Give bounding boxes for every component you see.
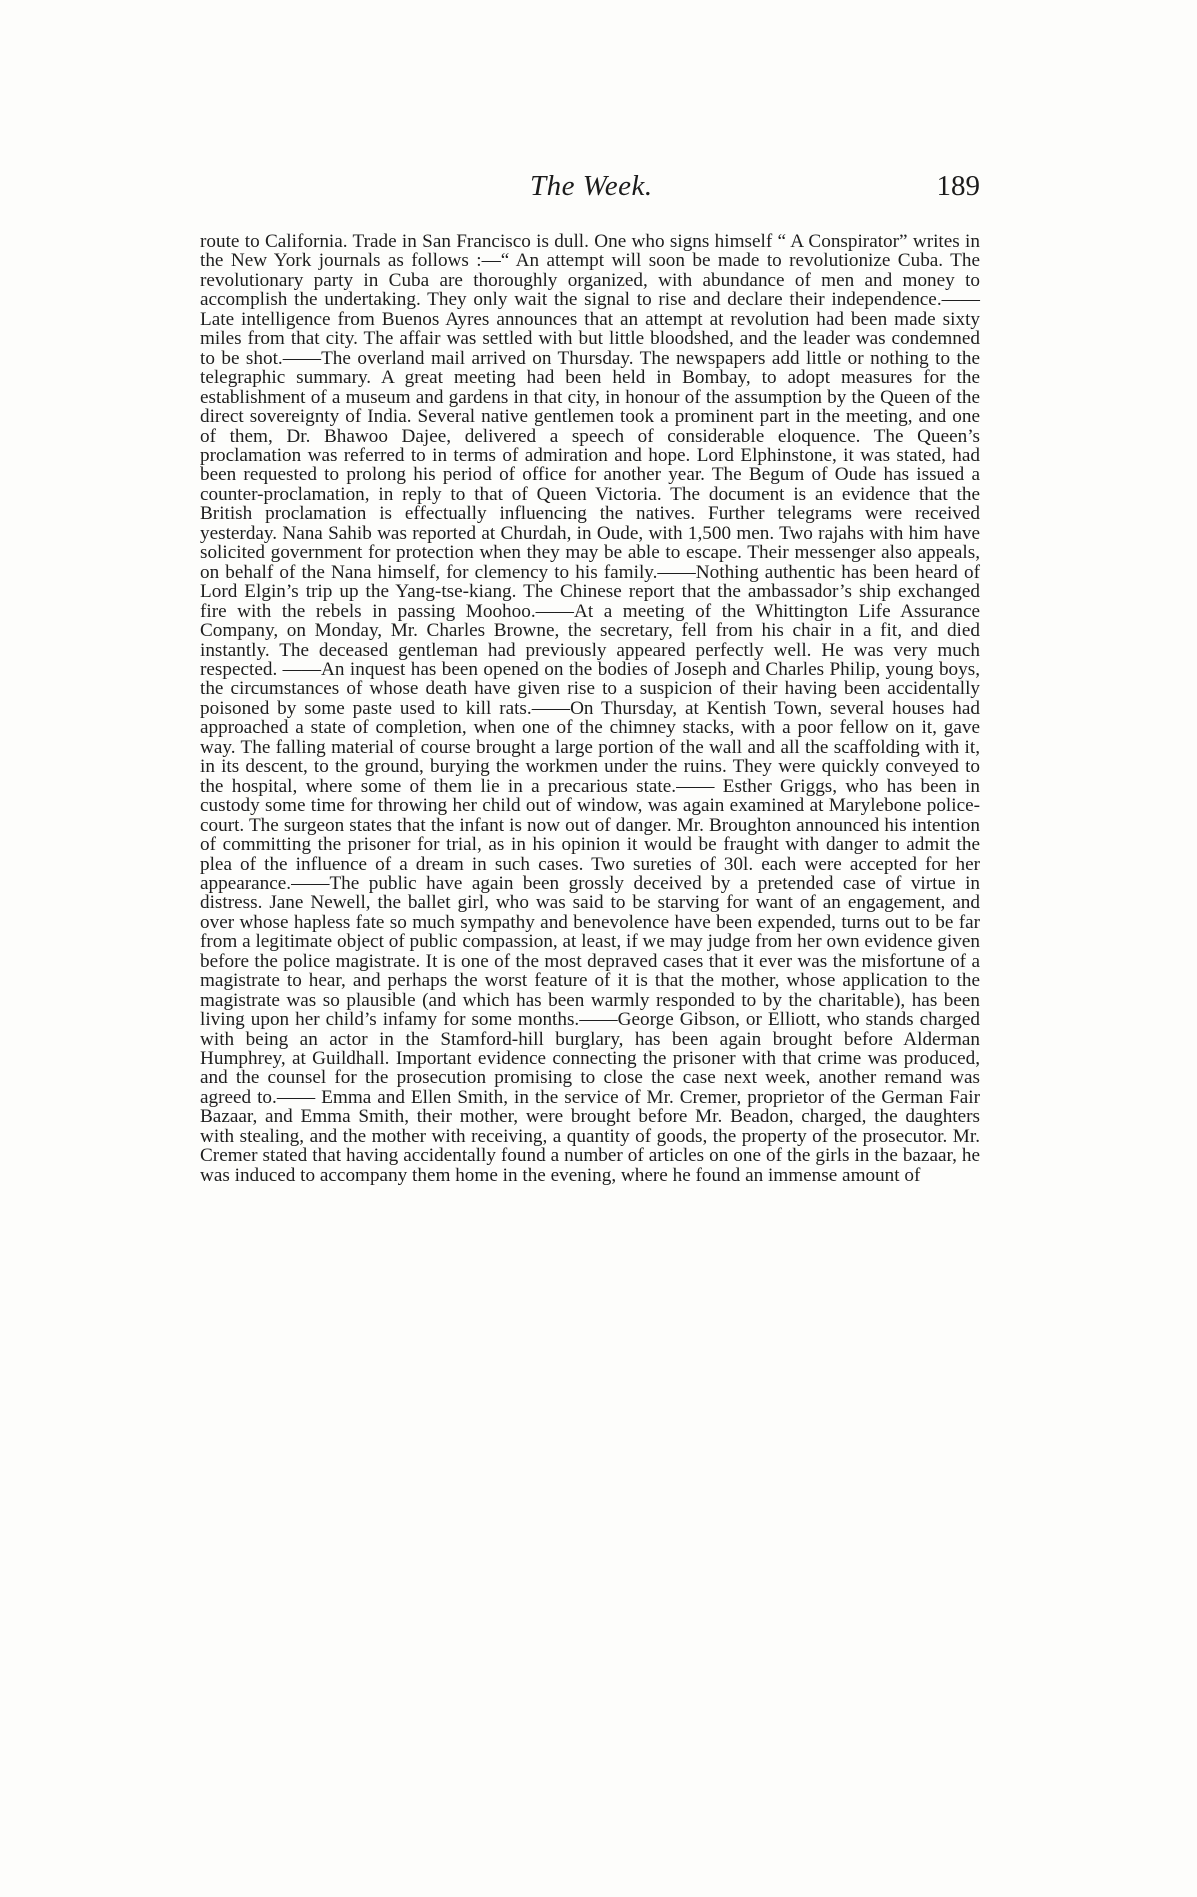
body-text (200, 232, 980, 1185)
running-title: The Week. (530, 170, 653, 202)
running-head (200, 170, 980, 210)
page-number: 189 (936, 170, 980, 202)
paragraph: route to California. Trade in San Francisco is dull. One who signs himself “ A Conspirator” writes in the New York journals as follows :—“ An attempt will soon be made to revolutionize Cuba. The revolutionary party in Cuba are thoroughly organized, with abundance of men and money to accomplish the undertaking. They only wait the signal to rise and declare their independence.—— Late intelligence from Buenos Ayres announces that an attempt at revolution had been made sixty miles from that city. The affair was settled with but little bloodshed, and the leader was condemned to be shot.——The overland mail arrived on Thursday. The newspapers add little or nothing to the telegraphic summary. A great meeting had been held in Bombay, to adopt measures for the establishment of a museum and gardens in that city, in honour of the assumption by the Queen of the direct sovereignty of India. Several native gentlemen took a prominent part in the meeting, and one of them, Dr. Bhawoo Dajee, delivered a speech of considerable eloquence. The Queen’s proclamation was referred to in terms of admiration and hope. Lord Elphinstone, it was stated, had been requested to prolong his period of office for another year. The Begum of Oude has issued a counter-proclamation, in reply to that of Queen Victoria. The document is an evidence that the British proclamation is effectually influencing the natives. Further telegrams were received yesterday. Nana Sahib was reported at Churdah, in Oude, with 1,500 men. Two rajahs with him have solicited government for protection when they may be able to escape. Their messenger also appeals, on behalf of the Nana himself, for clemency to his family.——Nothing authentic has been heard of Lord Elgin’s trip up the Yang-tse-kiang. The Chinese report that the ambassador’s ship exchanged fire with the rebels in passing Moohoo.——At a meeting of the Whittington Life Assurance Company, on Monday, Mr. Charles Browne, the secretary, fell from his chair in a fit, and died instantly. The deceased gentleman had previously appeared perfectly well. He was very much respected. ——An inquest has been opened on the bodies of Joseph and Charles Philip, young boys, the circumstances of whose death have given rise to a suspicion of their having been accidentally poisoned by some paste used to kill rats.——On Thursday, at Kentish Town, several houses had approached a state of completion, when one of the chimney stacks, with a poor fellow on it, gave way. The falling material of course brought a large portion of the wall and all the scaffolding with it, in its descent, to the ground, burying the workmen under the ruins. They were quickly conveyed to the hospital, where some of them lie in a precarious state.—— Esther Griggs, who has been in custody some time for throwing her child out of window, was again examined at Marylebone police-court. The surgeon states that the infant is now out of danger. Mr. Broughton announced his intention of committing the prisoner for trial, as in his opinion it would be fraught with danger to admit the plea of the influence of a dream in such cases. Two sureties of 30l. each were accepted for her appearance.——The public have again been grossly deceived by a pretended case of virtue in distress. Jane Newell, the ballet girl, who was said to be starving for want of an engagement, and over whose hapless fate so much sympathy and benevolence have been expended, turns out to be far from a legitimate object of public compassion, at least, if we may judge from her own evidence given before the police magistrate. It is one of the most depraved cases that it ever was the misfortune of a magistrate to hear, and perhaps the worst feature of it is that the mother, whose application to the magistrate was so plausible (and which has been warmly responded to by the charitable), has been living upon her child’s infamy for some months.——George Gibson, or Elliott, who stands charged with being an actor in the Stamford-hill burglary, has been again brought before Alderman Humphrey, at Guildhall. Important evidence connecting the prisoner with that crime was produced, and the counsel for the prosecution promising to close the case next week, another remand was agreed to.—— Emma and Ellen Smith, in the service of Mr. Cremer, proprietor of the German Fair Bazaar, and Emma Smith, their mother, were brought before Mr. Beadon, charged, the daughters with stealing, and the mother with receiving, a quantity of goods, the property of the prosecutor. Mr. Cremer stated that having accidentally found a number of articles on one of the girls in the bazaar, he was induced to accompany them home in the evening, where he found an immense amount of (200, 231, 980, 1186)
